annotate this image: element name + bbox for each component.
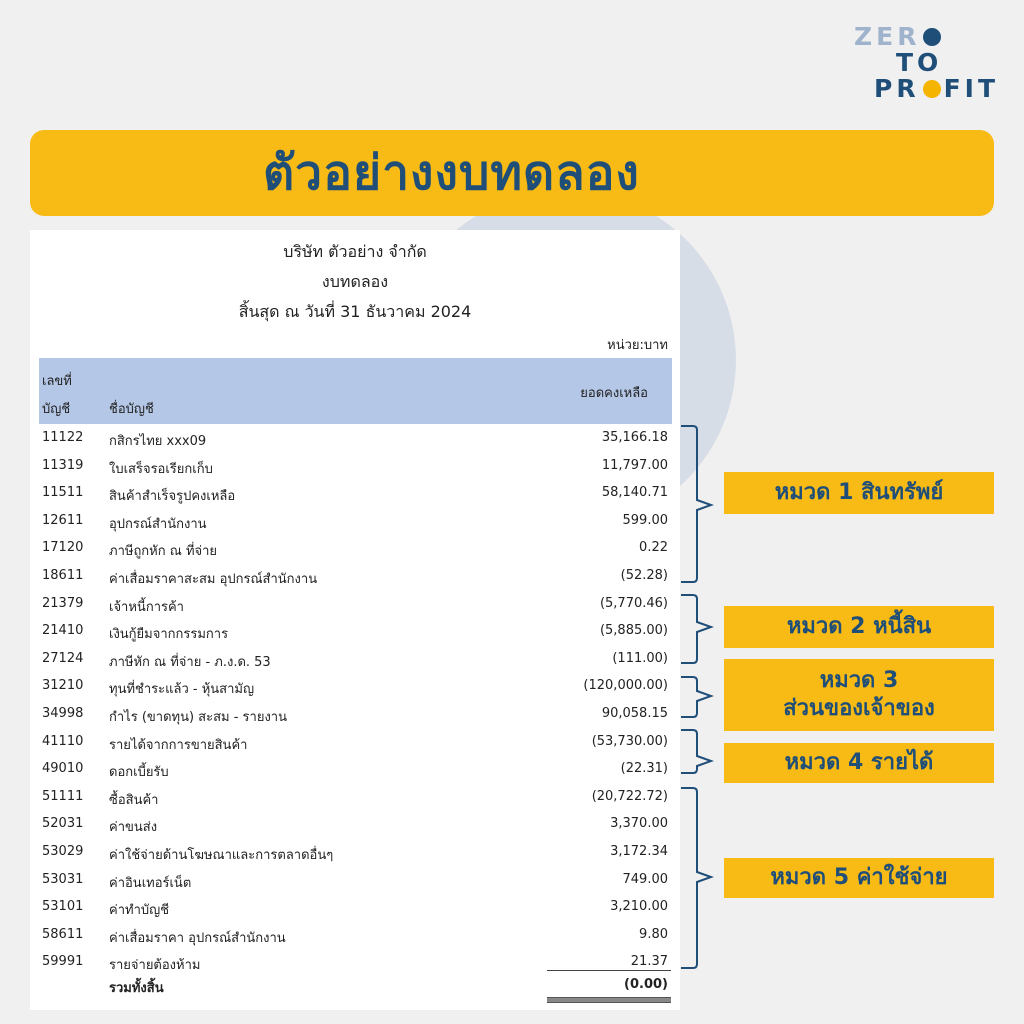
- account-balance: (53,730.00): [591, 733, 668, 749]
- account-name: ค่าทำบัญชี: [109, 903, 170, 919]
- table-row: [39, 948, 672, 976]
- account-number: 59991: [42, 954, 84, 970]
- title-banner: [30, 130, 994, 216]
- account-number: 49010: [42, 761, 84, 777]
- account-name: เจ้าหนี้การค้า: [109, 599, 184, 615]
- table-row: [39, 645, 672, 673]
- table-row: [39, 617, 672, 645]
- unit-label: หน่วย:บาท: [607, 338, 668, 353]
- logo-line-3a: PR: [874, 74, 920, 103]
- table-row: [39, 921, 672, 949]
- trial-balance-sheet: [30, 230, 680, 1010]
- account-balance: 3,210.00: [610, 899, 668, 915]
- header-acct-line1: เลขที่: [42, 374, 72, 389]
- bracket-4: [681, 730, 711, 773]
- total-value: (0.00): [624, 977, 668, 992]
- report-period: สิ้นสุด ณ วันที่ 31 ธันวาคม 2024: [238, 302, 472, 321]
- table-row: [39, 590, 672, 618]
- account-name: กำไร (ขาดทุน) สะสม - รายงาน: [109, 709, 287, 725]
- logo-dot-icon: [923, 28, 941, 46]
- account-number: 58611: [42, 926, 84, 942]
- account-number: 12611: [42, 512, 84, 528]
- account-name: ค่าอินเทอร์เน็ต: [109, 875, 192, 891]
- account-name: กสิกรไทย xxx09: [109, 434, 207, 449]
- table-row: [39, 479, 672, 507]
- table-row: [39, 700, 672, 728]
- category-liabilities: หมวด 2 หนี้สิน: [724, 606, 994, 648]
- header-balance: ยอดคงเหลือ: [580, 386, 648, 401]
- table-row: [39, 728, 672, 756]
- account-name: รายจ่ายต้องห้าม: [109, 958, 201, 974]
- logo-line-1: ZER: [854, 22, 921, 51]
- table-header: [39, 358, 672, 424]
- table-row: [39, 534, 672, 562]
- table-row: [39, 562, 672, 590]
- table-row: [39, 507, 672, 535]
- account-name: ค่าเสื่อมราคาสะสม อุปกรณ์สำนักงาน: [109, 571, 318, 587]
- account-name: ทุนที่ชำระแล้ว - หุ้นสามัญ: [109, 682, 255, 698]
- account-number: 41110: [42, 733, 84, 749]
- account-name: ใบเสร็จรอเรียกเก็บ: [109, 461, 213, 477]
- table-row: [39, 783, 672, 811]
- total-top-rule: [547, 970, 671, 971]
- page-title: ตัวอย่างงบทดลอง: [263, 145, 640, 201]
- account-name: ค่าขนส่ง: [109, 820, 158, 836]
- table-body: [39, 424, 672, 976]
- account-name: สินค้าสำเร็จรูปคงเหลือ: [109, 489, 236, 505]
- bracket-2: [681, 595, 711, 663]
- account-name: อุปกรณ์สำนักงาน: [109, 516, 207, 532]
- account-number: 21379: [42, 595, 84, 611]
- account-balance: 9.80: [639, 926, 668, 942]
- account-balance: 3,370.00: [610, 816, 668, 832]
- account-name: ซื้อสินค้า: [109, 792, 159, 808]
- bracket-3: [681, 677, 711, 717]
- account-balance: (120,000.00): [583, 678, 668, 694]
- company-name: บริษัท ตัวอย่าง จำกัด: [283, 242, 427, 261]
- logo-dot-orange-icon: [923, 80, 941, 98]
- total-double-rule: [547, 997, 671, 1003]
- account-name: ค่าใช้จ่ายด้านโฆษณาและการตลาดอื่นๆ: [109, 847, 334, 863]
- account-number: 53029: [42, 843, 84, 859]
- header-account-name: ชื่อบัญชี: [109, 402, 154, 417]
- table-row: [39, 838, 672, 866]
- account-name: ภาษีถูกหัก ณ ที่จ่าย: [109, 544, 218, 560]
- account-balance: 58,140.71: [601, 485, 668, 501]
- table-row: [39, 424, 672, 452]
- account-number: 34998: [42, 705, 84, 721]
- account-balance: 21.37: [630, 954, 668, 970]
- category-expenses: หมวด 5 ค่าใช้จ่าย: [724, 858, 994, 898]
- category-equity-line2: ส่วนของเจ้าของ: [783, 696, 935, 721]
- account-number: 53101: [42, 899, 84, 915]
- account-balance: 11,797.00: [601, 457, 668, 473]
- account-number: 31210: [42, 678, 84, 694]
- account-number: 11319: [42, 457, 84, 473]
- table-row: [39, 452, 672, 480]
- table-row: [39, 672, 672, 700]
- category-revenue: หมวด 4 รายได้: [724, 743, 994, 783]
- account-balance: (111.00): [612, 650, 668, 666]
- account-number: 53031: [42, 871, 84, 887]
- table-row: [39, 755, 672, 783]
- account-name: ค่าเสื่อมราคา อุปกรณ์สำนักงาน: [109, 930, 286, 946]
- report-name: งบทดลอง: [321, 272, 389, 291]
- zero-to-profit-logo: [852, 24, 1002, 102]
- account-balance: 3,172.34: [610, 843, 668, 859]
- account-balance: 749.00: [622, 871, 668, 887]
- category-equity-line1: หมวด 3: [819, 668, 899, 693]
- account-balance: 0.22: [639, 540, 668, 556]
- account-name: รายได้จากการขายสินค้า: [109, 737, 248, 753]
- account-name: ดอกเบี้ยรับ: [109, 765, 169, 781]
- account-number: 11122: [42, 430, 84, 445]
- account-number: 27124: [42, 650, 84, 666]
- bracket-5: [681, 788, 711, 968]
- logo-line-3b: FIT: [943, 74, 1000, 103]
- account-number: 21410: [42, 623, 84, 639]
- logo-line-2: TO: [896, 48, 943, 77]
- table-row: [39, 810, 672, 838]
- category-assets: หมวด 1 สินทรัพย์: [724, 472, 994, 514]
- account-balance: (20,722.72): [591, 788, 668, 804]
- account-name: ภาษีหัก ณ ที่จ่าย - ภ.ง.ด. 53: [109, 654, 271, 670]
- account-name: เงินกู้ยืมจากกรรมการ: [109, 627, 229, 643]
- category-equity: [724, 659, 994, 731]
- account-balance: 90,058.15: [601, 705, 668, 721]
- account-balance: (5,770.46): [599, 595, 668, 611]
- account-number: 52031: [42, 816, 84, 832]
- account-number: 17120: [42, 540, 84, 556]
- account-balance: 599.00: [622, 512, 668, 528]
- table-row: [39, 893, 672, 921]
- account-balance: (22.31): [620, 761, 668, 777]
- total-label: รวมทั้งสิ้น: [109, 981, 164, 996]
- table-row: [39, 866, 672, 894]
- account-number: 18611: [42, 567, 84, 583]
- account-number: 51111: [42, 788, 84, 804]
- account-balance: 35,166.18: [601, 430, 668, 445]
- account-number: 11511: [42, 485, 84, 501]
- account-balance: (52.28): [620, 567, 668, 583]
- account-balance: (5,885.00): [599, 623, 668, 639]
- header-acct-line2: บัญชี: [42, 402, 71, 417]
